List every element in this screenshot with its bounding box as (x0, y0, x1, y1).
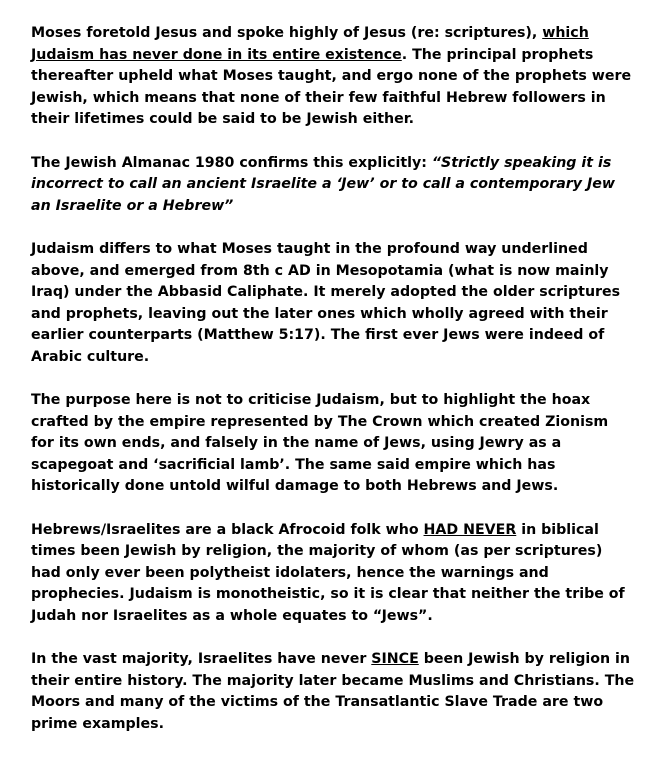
text-run: In the vast majority, Israelites have never (31, 651, 372, 668)
paragraph-moses-foretold (31, 23, 636, 131)
text-run: The purpose here is not to criticise Judaism, but to highlight the hoax crafted by the empire represented by The Crown which created Zionism for its own ends, and falsely in the name of Jews, using Jewry as a scapegoat and ‘sacrificial lamb’. The same said empire which has historically done untold wilful damage to both Hebrews and Jews. (31, 392, 609, 495)
underlined-text: which Judaism has never done in its entire existence (31, 25, 589, 63)
paragraph-judaism-differs (31, 239, 636, 369)
document-body (31, 23, 636, 757)
text-run: been Jewish by religion in their entire history. The majority later became Muslims and Christians. The Moors and many of the victims of the Transatlantic Slave Trade are two prime examples. (31, 651, 635, 732)
paragraph-jewish-almanac (31, 153, 636, 218)
text-run: The Jewish Almanac 1980 confirms this explicitly: (31, 154, 432, 171)
text-run: Moses foretold Jesus and spoke highly of Jesus (re: scriptures), (31, 25, 543, 41)
paragraph-vast-majority (31, 649, 636, 735)
paragraph-purpose (31, 390, 636, 498)
text-run: . The principal prophets thereafter upheld what Moses taught, and ergo none of the prophets were Jewish, which means that none of their few faithful Hebrew followers in their lifetimes could be said to be Jewish either. (31, 46, 632, 128)
paragraph-hebrews-israelites (31, 520, 636, 628)
italic-quote: “Strictly speaking it is incorrect to call an ancient Israelite a ‘Jew’ or to call a contemporary Jew an Israelite or a Hebrew” (31, 154, 616, 214)
text-run: Hebrews/Israelites are a black Afrocoid folk who (31, 521, 424, 538)
text-run: Judaism differs to what Moses taught in the profound way underlined above, and emerged from 8th c AD in Mesopotamia (what is now mainly Iraq) under the Abbasid Caliphate. It merely adopted the older scriptures and prophets, leaving out the later ones which wholly agreed with their earlier counterparts (Matthew 5:17). The first ever Jews were indeed of Arabic culture. (31, 240, 621, 365)
underlined-text: HAD NEVER (423, 521, 517, 538)
underlined-text: SINCE (371, 651, 419, 668)
text-run: in biblical times been Jewish by religion, the majority of whom (as per scriptures) had only ever been polytheist idolaters, hence the warnings and prophecies. Judaism is monotheistic, so it is clear that neither the tribe of Judah nor Israelites as a whole equates to “Jews”. (31, 521, 625, 625)
